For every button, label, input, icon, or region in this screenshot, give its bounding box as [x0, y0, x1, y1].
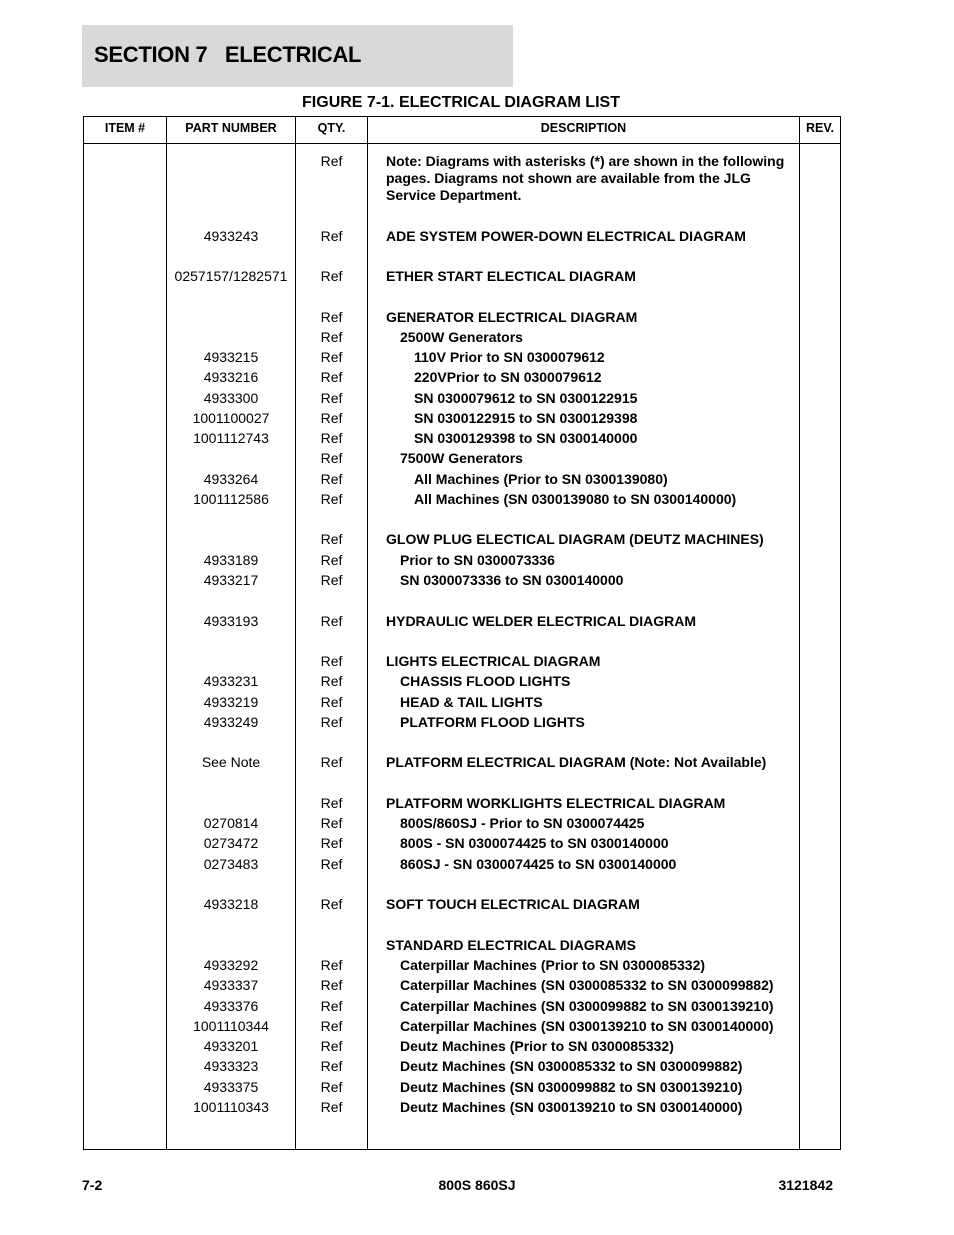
quantity: Ref: [320, 694, 343, 710]
description: HYDRAULIC WELDER ELECTRICAL DIAGRAM: [386, 613, 697, 629]
description: 860SJ - SN 0300074425 to SN 0300140000: [400, 856, 677, 872]
description: SN 0300129398 to SN 0300140000: [414, 430, 638, 446]
diagram-list-table: [83, 116, 841, 1150]
quantity: Ref: [320, 572, 343, 588]
table-header: [84, 117, 840, 144]
part-number: 0273483: [203, 856, 259, 872]
description: 7500W Generators: [400, 450, 523, 466]
description: SN 0300122915 to SN 0300129398: [414, 410, 638, 426]
part-number: 4933215: [203, 349, 259, 365]
column-divider: [367, 117, 368, 1149]
part-number: 4933189: [203, 552, 259, 568]
description: Caterpillar Machines (SN 0300099882 to SN 0300139210): [400, 998, 774, 1014]
quantity: Ref: [320, 998, 343, 1014]
description: STANDARD ELECTRICAL DIAGRAMS: [386, 937, 636, 953]
part-number: 4933219: [203, 694, 259, 710]
description: CHASSIS FLOOD LIGHTS: [400, 673, 571, 689]
part-number: 4933243: [203, 228, 259, 244]
description: 800S - SN 0300074425 to SN 0300140000: [400, 835, 669, 851]
quantity: Ref: [320, 1079, 343, 1095]
part-number: 4933292: [203, 957, 259, 973]
description: All Machines (Prior to SN 0300139080): [414, 471, 668, 487]
quantity: Ref: [320, 673, 343, 689]
part-number: 0257157/1282571: [174, 268, 288, 284]
description: PLATFORM FLOOD LIGHTS: [400, 714, 585, 730]
section-title: SECTION 7 ELECTRICAL: [94, 42, 362, 67]
column-header-item: ITEM #: [104, 121, 146, 135]
description: GENERATOR ELECTRICAL DIAGRAM: [386, 309, 638, 325]
part-number: See Note: [201, 754, 261, 770]
description: Prior to SN 0300073336: [400, 552, 555, 568]
column-header-qty: QTY.: [317, 121, 346, 135]
quantity: Ref: [320, 1058, 343, 1074]
figure-title: FIGURE 7-1. ELECTRICAL DIAGRAM LIST: [302, 94, 620, 111]
description: SN 0300079612 to SN 0300122915: [414, 390, 638, 406]
model-name: 800S 860SJ: [438, 1177, 516, 1193]
description: 110V Prior to SN 0300079612: [414, 349, 605, 365]
quantity: Ref: [320, 531, 343, 547]
quantity: Ref: [320, 430, 343, 446]
part-number: 4933193: [203, 613, 259, 629]
part-number: 1001110344: [193, 1018, 269, 1034]
quantity: Ref: [320, 1099, 343, 1115]
column-header-part-number: PART NUMBER: [185, 121, 277, 135]
description: ADE SYSTEM POWER-DOWN ELECTRICAL DIAGRAM: [386, 228, 746, 244]
description: SOFT TOUCH ELECTRICAL DIAGRAM: [386, 896, 640, 912]
page-number: 7-2: [82, 1177, 103, 1193]
quantity: Ref: [320, 369, 343, 385]
description: Deutz Machines (SN 0300099882 to SN 0300139210): [400, 1079, 743, 1095]
description: Deutz Machines (Prior to SN 0300085332): [400, 1038, 674, 1054]
quantity: Ref: [320, 957, 343, 973]
part-number: 0270814: [203, 815, 259, 831]
column-header-description: DESCRIPTION: [540, 121, 627, 135]
quantity: Ref: [320, 835, 343, 851]
part-number: 4933218: [203, 896, 259, 912]
quantity: Ref: [320, 795, 343, 811]
part-number: 4933376: [203, 998, 259, 1014]
section-header: [82, 25, 513, 87]
part-number: 4933375: [203, 1079, 259, 1095]
quantity: Ref: [320, 977, 343, 993]
quantity: Ref: [320, 450, 343, 466]
document-number: 3121842: [778, 1177, 833, 1193]
description: LIGHTS ELECTRICAL DIAGRAM: [386, 653, 601, 669]
column-divider: [799, 117, 800, 1149]
quantity: Ref: [320, 228, 343, 244]
part-number: 4933216: [203, 369, 259, 385]
quantity: Ref: [320, 856, 343, 872]
part-number: 4933201: [203, 1038, 259, 1054]
quantity: Ref: [320, 896, 343, 912]
part-number: 1001110343: [193, 1099, 269, 1115]
quantity: Ref: [320, 329, 343, 345]
description: SN 0300073336 to SN 0300140000: [400, 572, 624, 588]
part-number: 4933337: [203, 977, 259, 993]
part-number: 0273472: [203, 835, 259, 851]
quantity: Ref: [320, 754, 343, 770]
quantity: Ref: [320, 815, 343, 831]
description: 800S/860SJ - Prior to SN 0300074425: [400, 815, 645, 831]
quantity: Ref: [320, 309, 343, 325]
quantity: Ref: [320, 714, 343, 730]
quantity: Ref: [320, 390, 343, 406]
part-number: 1001112743: [193, 430, 269, 446]
description: ETHER START ELECTICAL DIAGRAM: [386, 268, 636, 284]
column-header-rev: REV.: [805, 121, 835, 135]
description: Deutz Machines (SN 0300139210 to SN 0300140000): [400, 1099, 743, 1115]
quantity: Ref: [320, 471, 343, 487]
description: 2500W Generators: [400, 329, 523, 345]
quantity: Ref: [320, 410, 343, 426]
part-number: 4933231: [203, 673, 259, 689]
description: Caterpillar Machines (SN 0300139210 to SN 0300140000): [400, 1018, 774, 1034]
quantity: Ref: [320, 653, 343, 669]
part-number: 1001112586: [193, 491, 269, 507]
description: HEAD & TAIL LIGHTS: [400, 694, 543, 710]
part-number: 1001100027: [192, 410, 270, 426]
part-number: 4933217: [203, 572, 259, 588]
quantity: Ref: [320, 613, 343, 629]
description: Caterpillar Machines (Prior to SN 0300085332): [400, 957, 706, 973]
description: GLOW PLUG ELECTICAL DIAGRAM (DEUTZ MACHINES): [386, 531, 764, 547]
description: PLATFORM WORKLIGHTS ELECTRICAL DIAGRAM: [386, 795, 726, 811]
description: Caterpillar Machines (SN 0300085332 to SN 0300099882): [400, 977, 774, 993]
quantity: Ref: [320, 268, 343, 284]
description: Deutz Machines (SN 0300085332 to SN 0300099882): [400, 1058, 743, 1074]
part-number: 4933300: [203, 390, 259, 406]
quantity: Ref: [320, 1038, 343, 1054]
quantity: Ref: [320, 552, 343, 568]
quantity: Ref: [320, 153, 343, 169]
part-number: 4933264: [203, 471, 259, 487]
part-number: 4933323: [203, 1058, 259, 1074]
quantity: Ref: [320, 1018, 343, 1034]
description: Note: Diagrams with asterisks (*) are shown in the following pages. Diagrams not shown are available from the JLG Service Department.: [386, 153, 785, 203]
description: 220VPrior to SN 0300079612: [414, 369, 602, 385]
description: PLATFORM ELECTRICAL DIAGRAM (Note: Not Available): [386, 754, 767, 770]
quantity: Ref: [320, 491, 343, 507]
description: All Machines (SN 0300139080 to SN 0300140000): [414, 491, 737, 507]
part-number: 4933249: [203, 714, 259, 730]
quantity: Ref: [320, 349, 343, 365]
